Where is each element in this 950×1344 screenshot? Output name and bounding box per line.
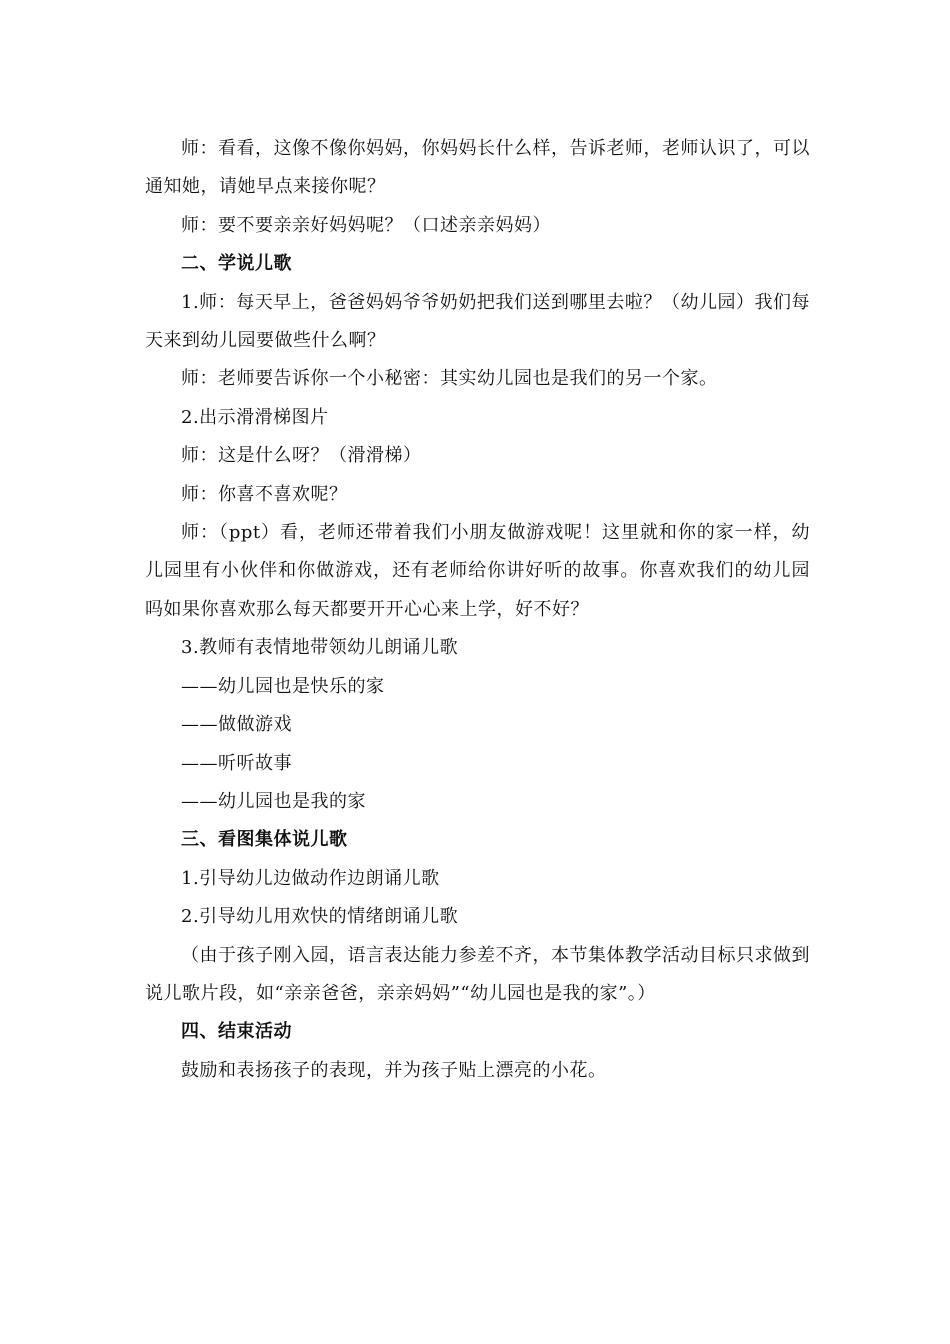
- paragraph-1: 师：看看，这像不像你妈妈，你妈妈长什么样，告诉老师，老师认识了，可以通知她，请她早点来接你呢？: [145, 138, 810, 198]
- section-heading-4: 四、结束活动: [181, 1021, 292, 1043]
- paragraph-7: 师：你喜不喜欢呢？: [181, 483, 348, 505]
- paragraph-8: 师：（ppt）看，老师还带着我们小朋友做游戏呢！这里就和你的家一样，幼儿园里有小伙伴和你做游戏，还有老师给你讲好听的故事。你喜欢我们的幼儿园吗如果你喜欢那么每天都要开开心心来上学，好不好？: [145, 522, 810, 620]
- rhyme-line-3: ——听听故事: [181, 752, 292, 774]
- paragraph-6: 师：这是什么呀？（滑滑梯）: [181, 445, 422, 467]
- paragraph-12: （由于孩子刚入园，语言表达能力参差不齐，本节集体教学活动目标只求做到说儿歌片段，如“亲亲爸爸，亲亲妈妈”“幼儿园也是我的家”。）: [145, 944, 810, 1004]
- paragraph-3: 1.师：每天早上，爸爸妈妈爷爷奶奶把我们送到哪里去啦？（幼儿园）我们每天来到幼儿园要做些什么啊？: [145, 291, 810, 352]
- section-heading-3: 三、看图集体说儿歌: [181, 829, 348, 851]
- paragraph-11: 2.引导幼儿用欢快的情绪朗诵儿歌: [181, 906, 459, 928]
- document-body: [145, 130, 810, 1090]
- paragraph-2: 师：要不要亲亲好妈妈呢？（口述亲亲妈妈）: [181, 214, 551, 236]
- paragraph-13: 鼓励和表扬孩子的表现，并为孩子贴上漂亮的小花。: [181, 1059, 607, 1081]
- rhyme-line-1: ——幼儿园也是快乐的家: [181, 675, 385, 697]
- rhyme-line-2: ——做做游戏: [181, 714, 292, 736]
- paragraph-4: 师：老师要告诉你一个小秘密：其实幼儿园也是我们的另一个家。: [181, 368, 718, 390]
- rhyme-line-4: ——幼儿园也是我的家: [181, 790, 366, 812]
- paragraph-9: 3.教师有表情地带领幼儿朗诵儿歌: [181, 637, 459, 659]
- paragraph-10: 1.引导幼儿边做动作边朗诵儿歌: [181, 867, 440, 889]
- section-heading-2: 二、学说儿歌: [181, 253, 292, 275]
- paragraph-5: 2.出示滑滑梯图片: [181, 406, 329, 428]
